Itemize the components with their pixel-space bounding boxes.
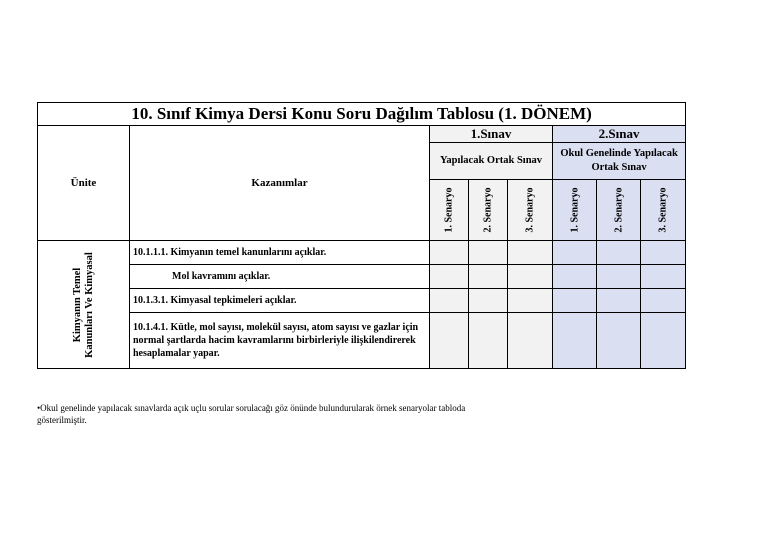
grid-cell xyxy=(553,241,597,265)
grid-cell xyxy=(469,313,508,369)
unit-label: Kimyanın Temel Kanunları Ve Kimyasal xyxy=(71,251,95,358)
grid-cell xyxy=(597,265,641,289)
scenario-label: 2. Senaryo xyxy=(482,187,494,233)
scenario-label: 2. Senaryo xyxy=(613,187,624,233)
table-row xyxy=(38,241,686,265)
scenario-label: 3. Senaryo xyxy=(524,187,536,233)
scenario-label: 1. Senaryo xyxy=(569,187,580,233)
exam1-header: 1.Sınav xyxy=(430,126,553,143)
unit-cell xyxy=(38,241,130,369)
scenario-header xyxy=(597,180,641,241)
grid-cell xyxy=(553,289,597,313)
grid-cell xyxy=(553,313,597,369)
grid-cell xyxy=(641,265,686,289)
scenario-header xyxy=(469,180,508,241)
grid-cell xyxy=(597,313,641,369)
distribution-table xyxy=(37,102,686,369)
grid-cell xyxy=(641,289,686,313)
grid-cell xyxy=(469,241,508,265)
grid-cell xyxy=(597,241,641,265)
grid-cell xyxy=(508,289,553,313)
scenario-label: 1. Senaryo xyxy=(443,187,455,233)
grid-cell xyxy=(597,289,641,313)
scenario-header xyxy=(553,180,597,241)
unit-header: Ünite xyxy=(38,126,130,241)
table-row xyxy=(38,265,686,289)
scenario-header xyxy=(430,180,469,241)
scenario-header xyxy=(508,180,553,241)
grid-cell xyxy=(430,265,469,289)
kazanim-cell: 10.1.1.1. Kimyanın temel kanunlarını açıklar. xyxy=(130,241,430,265)
table-title: 10. Sınıf Kimya Dersi Konu Soru Dağılım Tablosu (1. DÖNEM) xyxy=(38,103,686,126)
grid-cell xyxy=(641,313,686,369)
kazanim-header: Kazanımlar xyxy=(130,126,430,241)
grid-cell xyxy=(469,289,508,313)
grid-cell xyxy=(508,265,553,289)
grid-cell xyxy=(469,265,508,289)
exam2-subheader: Okul Genelinde Yapılacak Ortak Sınav xyxy=(553,143,686,180)
exam2-header: 2.Sınav xyxy=(553,126,686,143)
kazanim-cell: 10.1.4.1. Kütle, mol sayısı, molekül sayısı, atom sayısı ve gazlar için normal şartlarda hacim kavramlarını birbirleriyle ilişkilendirerek hesaplamalar yapar. xyxy=(130,313,430,369)
table-row xyxy=(38,289,686,313)
grid-cell xyxy=(430,313,469,369)
exam1-subheader: Yapılacak Ortak Sınav xyxy=(430,143,553,180)
grid-cell xyxy=(430,241,469,265)
grid-cell xyxy=(508,313,553,369)
scenario-header xyxy=(641,180,686,241)
kazanim-cell: Mol kavramını açıklar. xyxy=(130,265,430,289)
table-row xyxy=(38,313,686,369)
footnote: •Okul genelinde yapılacak sınavlarda açık uçlu sorular sorulacağı göz önünde bulundurularak örnek senaryolar tabloda gösterilmiştir. xyxy=(37,403,466,425)
scenario-label: 3. Senaryo xyxy=(657,187,669,233)
grid-cell xyxy=(553,265,597,289)
grid-cell xyxy=(508,241,553,265)
kazanim-cell: 10.1.3.1. Kimyasal tepkimeleri açıklar. xyxy=(130,289,430,313)
grid-cell xyxy=(641,241,686,265)
grid-cell xyxy=(430,289,469,313)
